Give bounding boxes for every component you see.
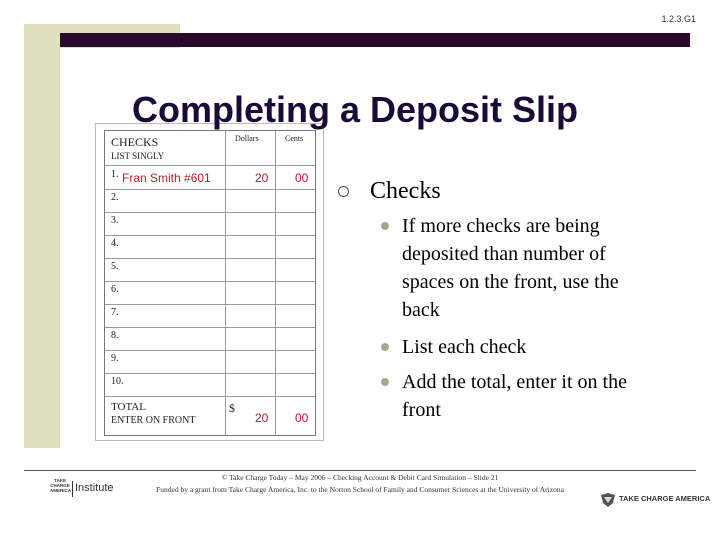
row-number-3: 3. [111, 215, 119, 226]
row-divider [105, 373, 315, 374]
slide-title: Completing a Deposit Slip [132, 89, 579, 130]
check-entry-cents: 00 [295, 171, 309, 185]
check-entry-dollars: 20 [255, 171, 269, 185]
row-number-6: 6. [111, 284, 119, 295]
total-dollars: 20 [255, 411, 269, 425]
shield-logo-icon [600, 493, 616, 507]
slide-number: 1.2.3.G1 [661, 14, 696, 24]
row-divider [105, 165, 315, 166]
row-number-1: 1. [111, 169, 119, 180]
row-divider [105, 235, 315, 236]
footer-divider [24, 470, 696, 471]
sub-bullet-text: Add the total, enter it on the front [402, 371, 627, 421]
deposit-slip-grid [104, 130, 316, 436]
row-divider [105, 189, 315, 190]
row-number-5: 5. [111, 261, 119, 272]
bullet-dot-icon [381, 343, 389, 351]
cents-label: Cents [285, 134, 304, 143]
footer-funding: Funded by a grant from Take Charge America, Inc. to the Norton School of Family and Consumer Sciences at the University of Arizona [156, 485, 564, 494]
hollow-circle-bullet-icon [338, 186, 349, 197]
sub-bullet-text: If more checks are being deposited than number of spaces on the front, use the back [402, 215, 619, 321]
left-accent-bar [24, 24, 60, 448]
dollars-column-divider [225, 131, 226, 435]
logo-left-text-1: TAKE CHARGE AMERICA [50, 478, 71, 493]
logo-left-text-2: Institute [75, 482, 114, 494]
row-number-10: 10. [111, 376, 124, 387]
row-number-9: 9. [111, 353, 119, 364]
take-charge-america-logo [600, 492, 711, 508]
sub-bullet-text: List each check [402, 336, 527, 358]
list-singly-label: LIST SINGLY [111, 151, 165, 161]
row-divider [105, 396, 315, 397]
cents-column-divider [275, 131, 276, 435]
sub-bullet-3 [381, 368, 651, 424]
main-bullet-text: Checks [370, 178, 441, 204]
row-divider [105, 212, 315, 213]
row-divider [105, 304, 315, 305]
row-number-2: 2. [111, 192, 119, 203]
bullet-dot-icon [381, 222, 389, 230]
row-divider [105, 350, 315, 351]
total-label: TOTAL [111, 401, 146, 413]
deposit-slip-back [95, 123, 324, 441]
logo-right-text: TAKE CHARGE AMERICA [619, 494, 711, 503]
check-entry-name: Fran Smith #601 [122, 171, 211, 185]
row-divider [105, 258, 315, 259]
row-divider [105, 327, 315, 328]
row-divider [105, 281, 315, 282]
row-number-8: 8. [111, 330, 119, 341]
row-number-7: 7. [111, 307, 119, 318]
total-cents: 00 [295, 411, 309, 425]
sub-bullet-1 [381, 212, 651, 324]
row-number-4: 4. [111, 238, 119, 249]
top-accent-bar [60, 33, 690, 47]
sub-bullet-2 [381, 333, 651, 361]
footer-copyright: © Take Charge Today – May 2006 – Checking Account & Debit Card Simulation – Slide 21 [221, 473, 499, 482]
enter-on-front-label: ENTER ON FRONT [111, 415, 196, 426]
dollars-label: Dollars [235, 134, 259, 143]
checks-label: CHECKS [111, 135, 159, 149]
bullet-dot-icon [381, 378, 389, 386]
total-currency-symbol: $ [229, 401, 235, 415]
